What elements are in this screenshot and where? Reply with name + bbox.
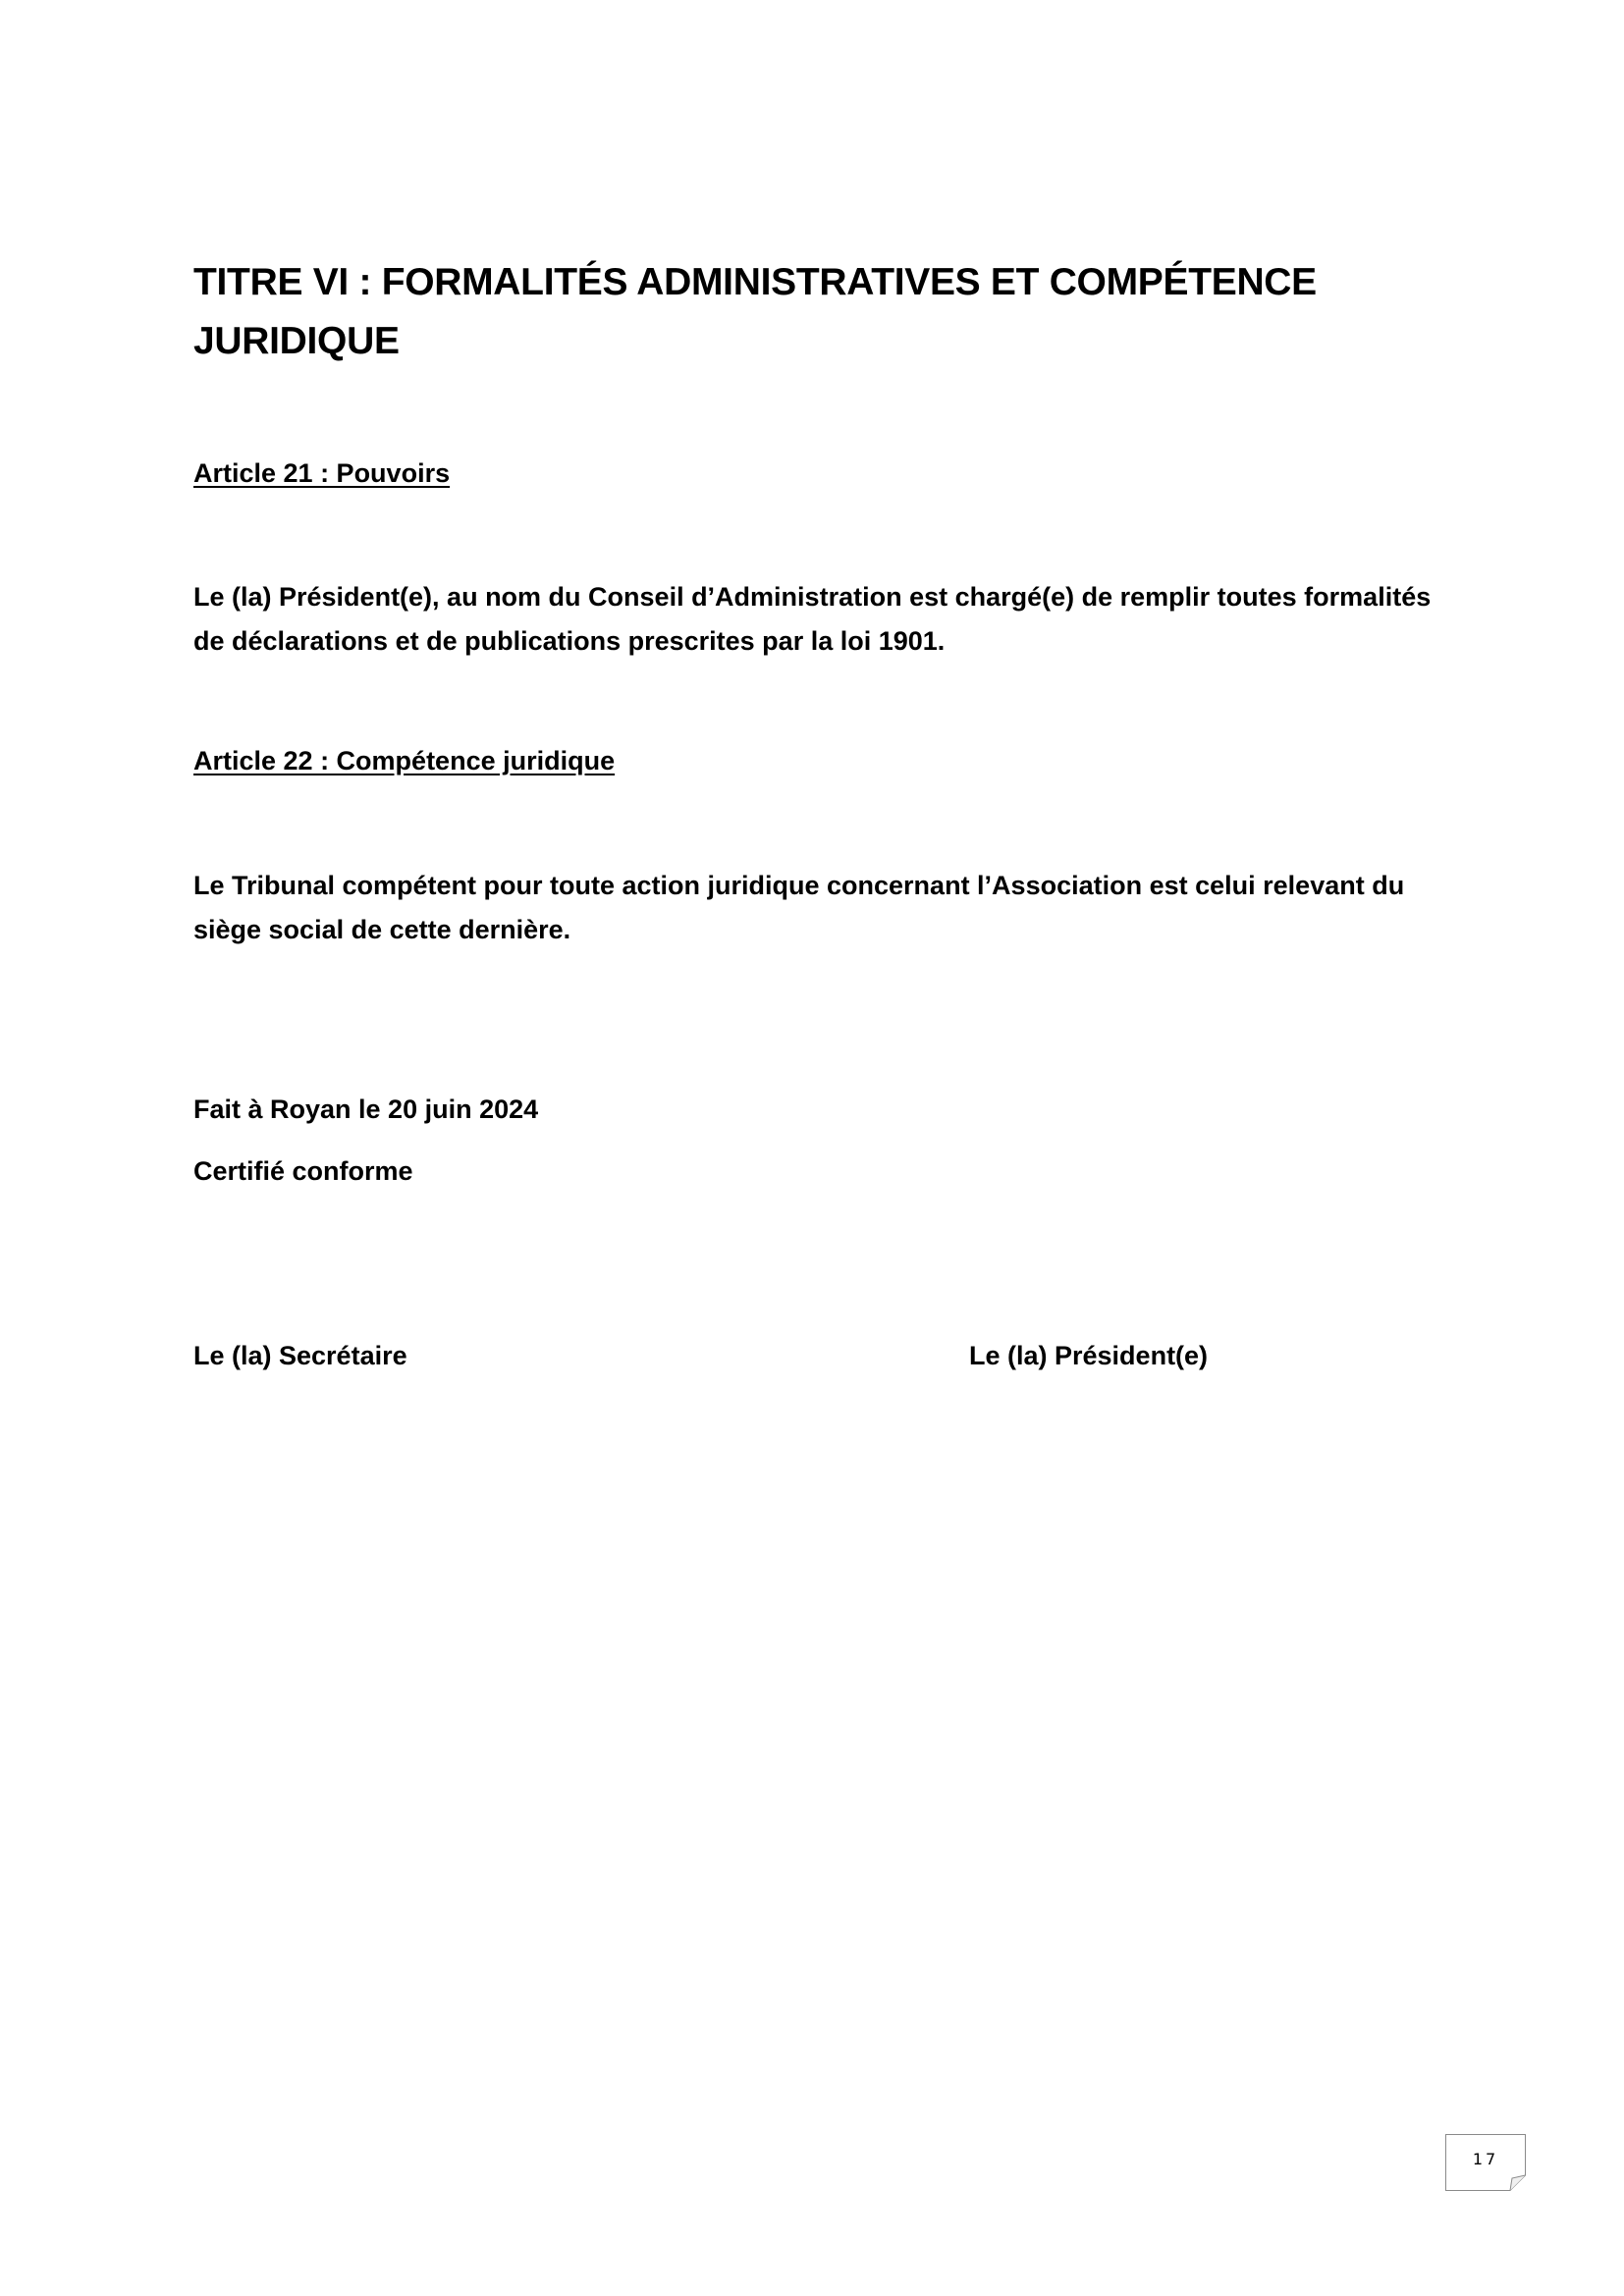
article-22-body: Le Tribunal compétent pour toute action juridique concernant l’Association est celui relevant du siège social de cette dernière. <box>193 871 1405 944</box>
article-21-heading: Article 21 : Pouvoirs <box>193 458 451 488</box>
secretary-signature-label: Le (la) Secrétaire <box>193 1341 407 1370</box>
place-date: Fait à Royan le 20 juin 2024 <box>193 1095 539 1124</box>
certification-statement: Certifié conforme <box>193 1156 413 1186</box>
page-number: 17 <box>1472 2150 1499 2168</box>
page-title: TITRE VI : FORMALITÉS ADMINISTRATIVES ET COMPÉTENCE JURIDIQUE <box>193 261 1317 362</box>
article-22-heading: Article 22 : Compétence juridique <box>193 746 616 775</box>
page-number-badge <box>1445 2134 1526 2191</box>
article-21-body: Le (la) Président(e), au nom du Conseil d’Administration est chargé(e) de remplir toutes formalités de déclarations et de publications prescrites par la loi 1901. <box>193 582 1432 656</box>
president-signature-label: Le (la) Président(e) <box>969 1341 1209 1370</box>
